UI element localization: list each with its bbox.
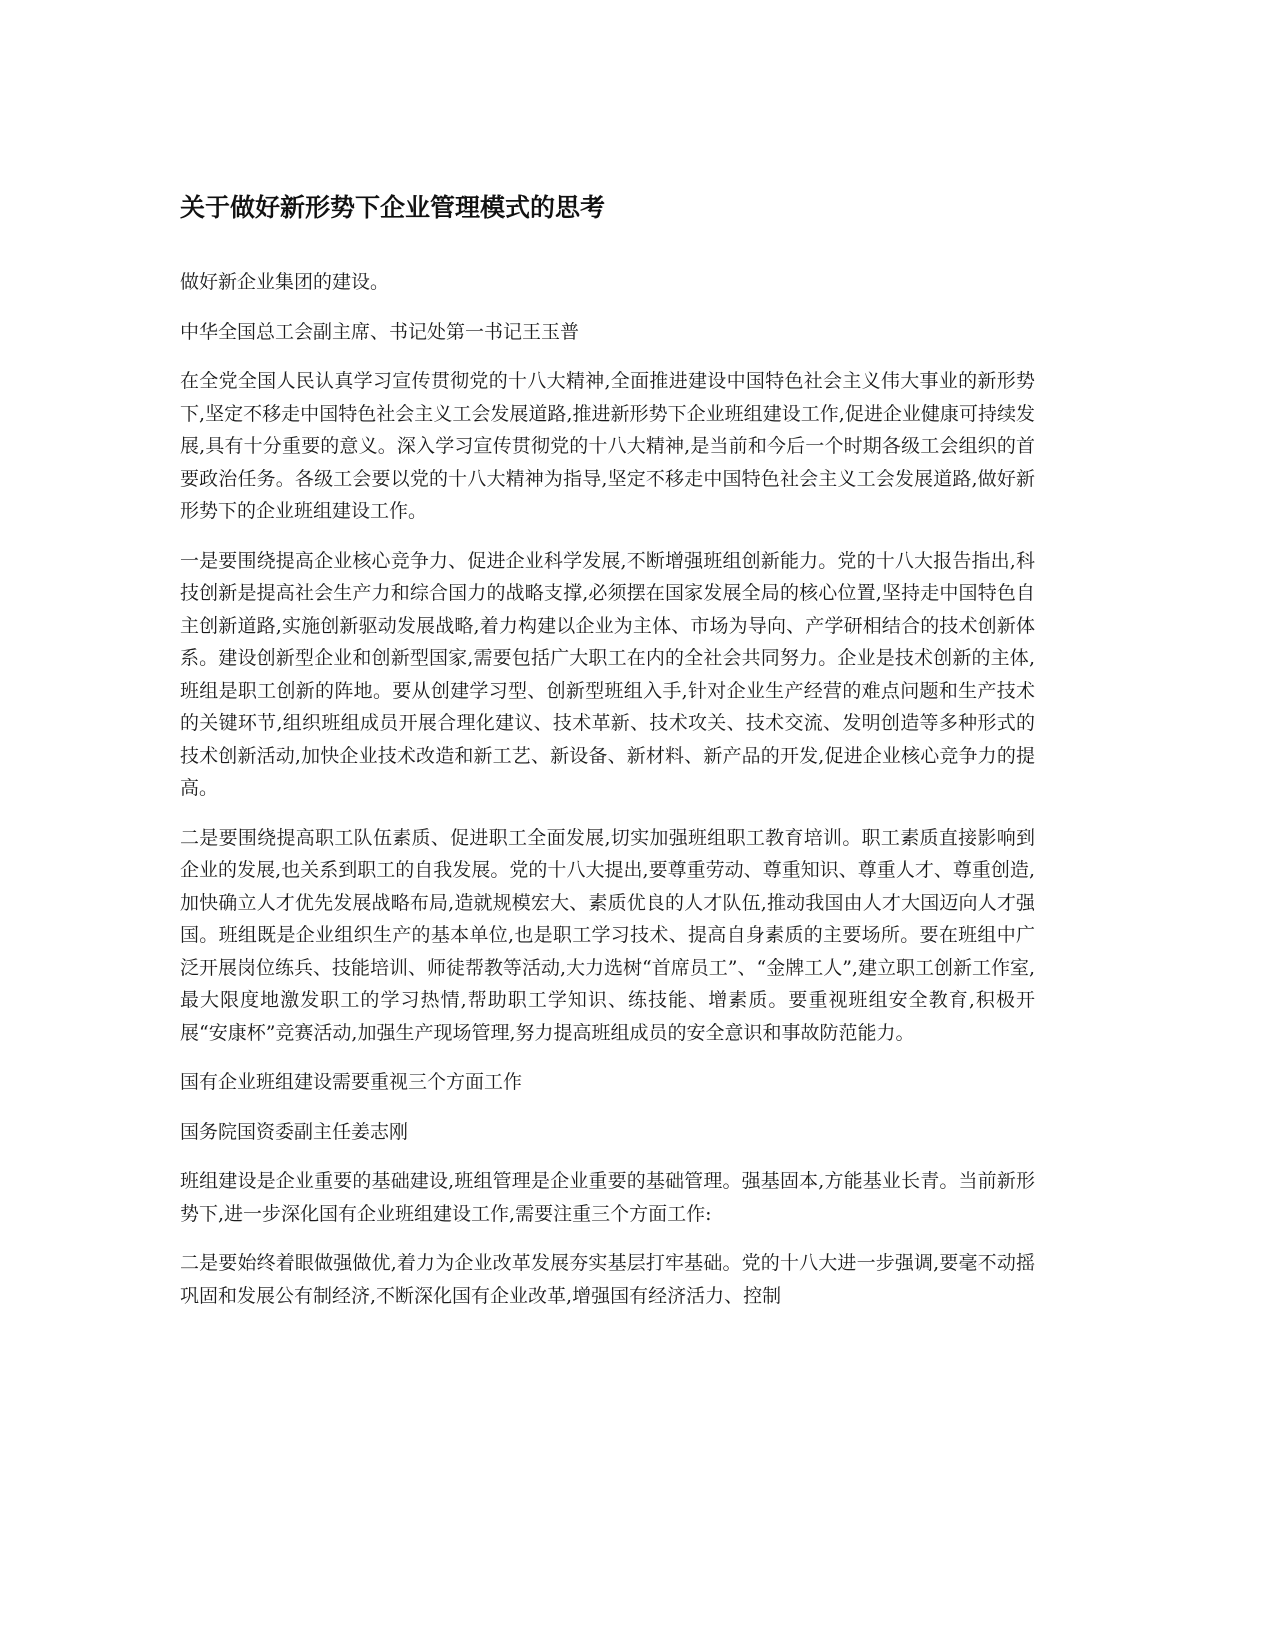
document-title: 关于做好新形势下企业管理模式的思考	[180, 193, 606, 222]
paragraph-body-2: 一是要围绕提高企业核心竞争力、促进企业科学发展,不断增强班组创新能力。党的十八大报告指出,科技创新是提高社会生产力和综合国力的战略支撑,必须摆在国家发展全局的核心位置,坚持走中国特色自主创新道路,实施创新驱动发展战略,着力构建以企业为主体、市场为导向、产学研相结合的技术创新体系。建设创新型企业和创新型国家,需要包括广大职工在内的全社会共同努力。企业是技术创新的主体,班组是职工创新的阵地。要从创建学习型、创新型班组入手,针对企业生产经营的难点问题和生产技术的关键环节,组织班组成员开展合理化建议、技术革新、技术攻关、技术交流、发明创造等多种形式的技术创新活动,加快企业技术改造和新工艺、新设备、新材料、新产品的开发,促进企业核心竞争力的提高。	[180, 549, 1035, 799]
paragraph-intro: 做好新企业集团的建设。	[180, 271, 390, 293]
document-page	[180, 190, 1035, 1329]
paragraph-body-4: 班组建设是企业重要的基础建设,班组管理是企业重要的基础管理。强基固本,方能基业长青。当前新形势下,进一步深化国有企业班组建设工作,需要注重三个方面工作:	[180, 1170, 1035, 1225]
paragraph-body-3: 二是要围绕提高职工队伍素质、促进职工全面发展,切实加强班组职工教育培训。职工素质直接影响到企业的发展,也关系到职工的自我发展。党的十八大提出,要尊重劳动、尊重知识、尊重人才、尊重创造,加快确立人才优先发展战略布局,造就规模宏大、素质优良的人才队伍,推动我国由人才大国迈向人才强国。班组既是企业组织生产的基本单位,也是职工学习技术、提高自身素质的主要场所。要在班组中广泛开展岗位练兵、技能培训、师徒帮教等活动,大力选树“首席员工”、“金牌工人”,建立职工创新工作室,最大限度地激发职工的学习热情,帮助职工学知识、练技能、增素质。要重视班组安全教育,积极开展“安康杯”竞赛活动,加强生产现场管理,努力提高班组成员的安全意识和事故防范能力。	[180, 826, 1035, 1044]
paragraph-body-5: 二是要始终着眼做强做优,着力为企业改革发展夯实基层打牢基础。党的十八大进一步强调,要毫不动摇巩固和发展公有制经济,不断深化国有企业改革,增强国有经济活力、控制	[180, 1252, 1035, 1307]
paragraph-author-1: 中华全国总工会副主席、书记处第一书记王玉普	[180, 320, 580, 343]
paragraph-section-heading: 国有企业班组建设需要重视三个方面工作	[180, 1071, 523, 1093]
paragraph-author-2: 国务院国资委副主任姜志刚	[180, 1120, 409, 1143]
paragraph-body-1: 在全党全国人民认真学习宣传贯彻党的十八大精神,全面推进建设中国特色社会主义伟大事业的新形势下,坚定不移走中国特色社会主义工会发展道路,推进新形势下企业班组建设工作,促进企业健康可持续发展,具有十分重要的意义。深入学习宣传贯彻党的十八大精神,是当前和今后一个时期各级工会组织的首要政治任务。各级工会要以党的十八大精神为指导,坚定不移走中国特色社会主义工会发展道路,做好新形势下的企业班组建设工作。	[180, 370, 1035, 522]
